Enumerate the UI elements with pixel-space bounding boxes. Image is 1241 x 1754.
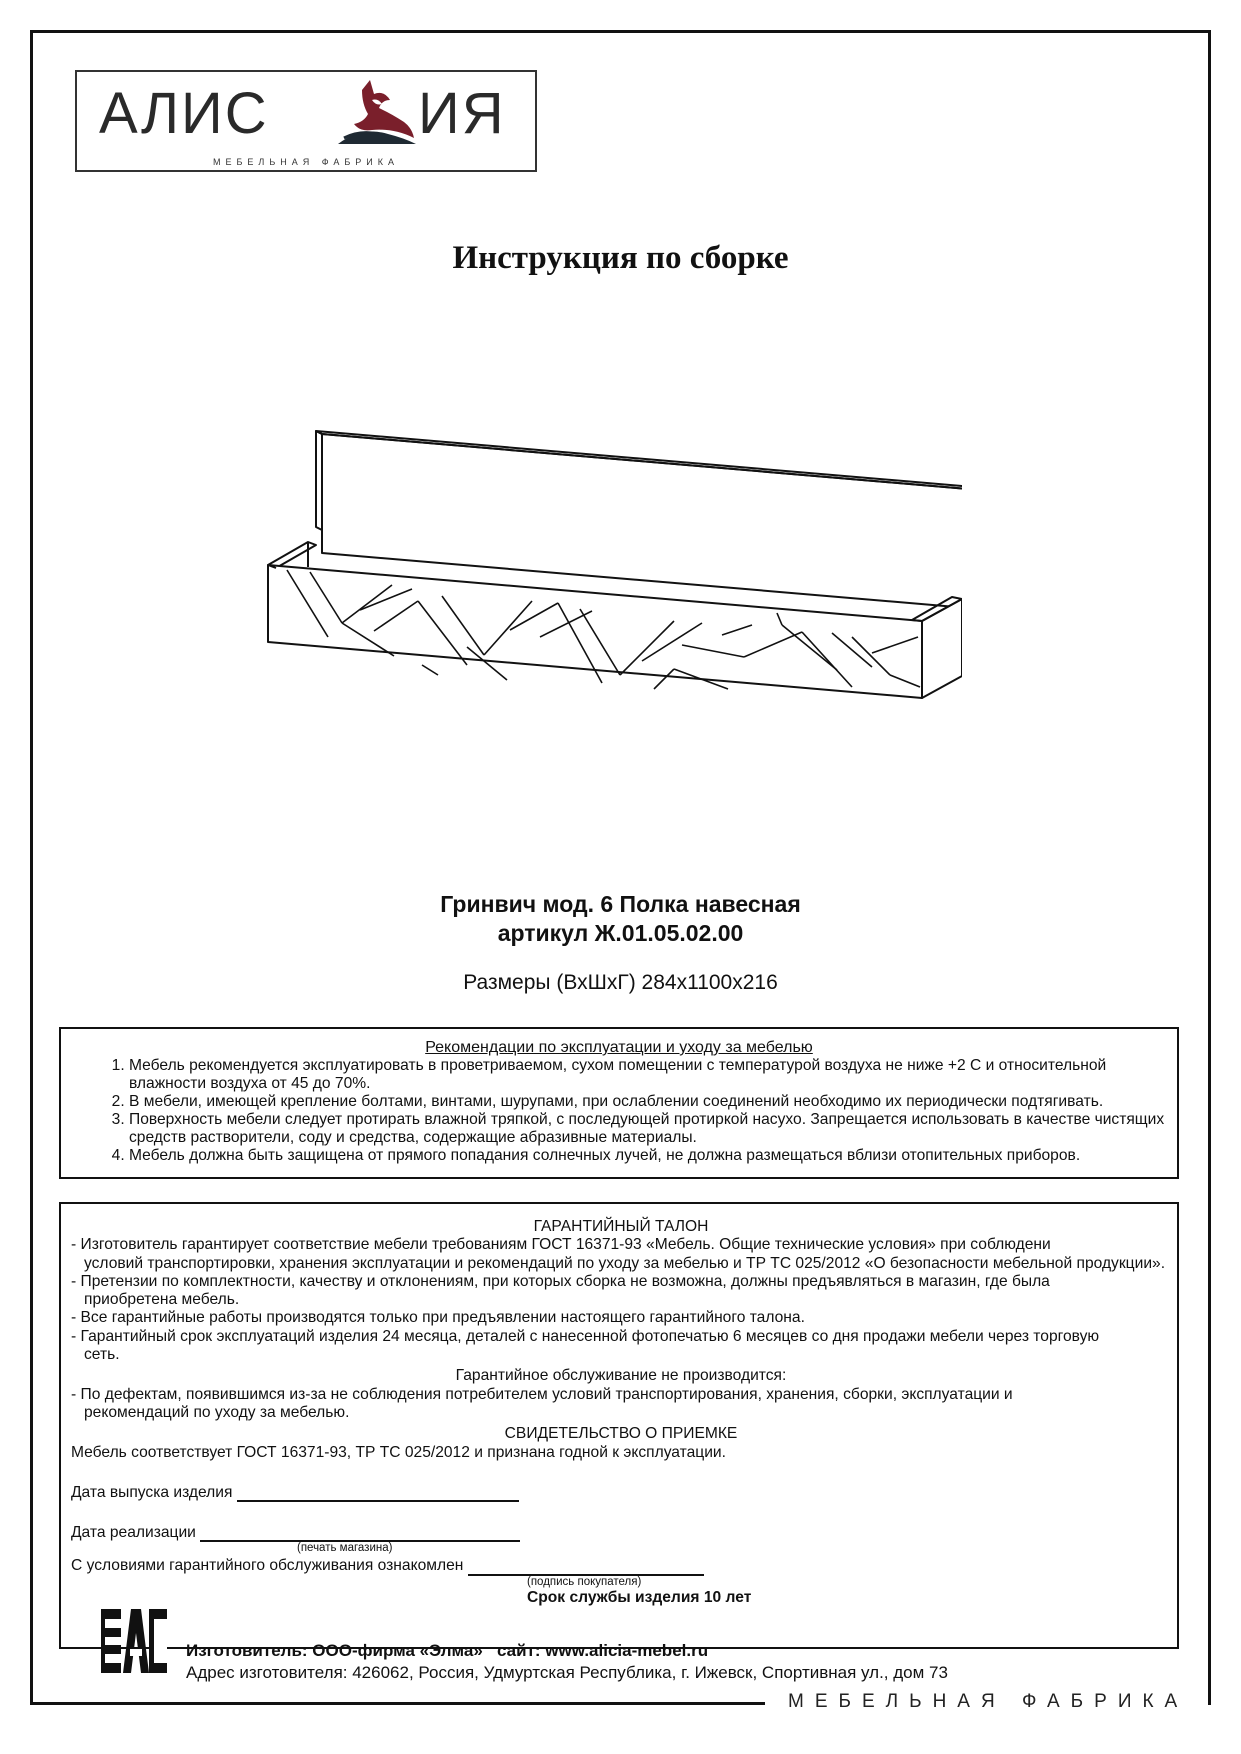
release-date-label: Дата выпуска изделия	[71, 1483, 233, 1501]
product-dimensions: Размеры (ВхШхГ) 284х1100х216	[463, 971, 778, 994]
warranty-para: - Гарантийный срок эксплуатаций изделия 24 месяца, деталей с нанесенной фотопечатью 6 месяцев со дня продажи мебели через торговую	[71, 1327, 1100, 1345]
eac-mark-icon	[101, 1609, 167, 1673]
warranty-title: ГАРАНТИЙНЫЙ ТАЛОН	[533, 1218, 709, 1235]
warranty-para: условий транспортировки, хранения эксплуатации и рекомендаций по уходу за мебелью и ТР ТС 025/2012 «О безопасности мебельной продукции».	[84, 1254, 1166, 1272]
logo-text-right: ИЯ	[418, 81, 506, 146]
recommendation-item: 4. Мебель должна быть защищена от прямого попадания солнечных лучей, не должна размещаться вблизи отопительных приборов.	[129, 1147, 1169, 1165]
manufacturer-address: Адрес изготовителя: 426062, Россия, Удмуртская Республика, г. Ижевск, Спортивная ул., дом 73	[186, 1663, 948, 1682]
release-date-field[interactable]	[237, 1486, 519, 1502]
warranty-para: - Все гарантийные работы производятся только при предъявлении настоящего гарантийного талона.	[71, 1309, 805, 1327]
manufacturer-site[interactable]: сайт: www.alicia-mebel.ru	[497, 1641, 709, 1660]
manufacturer-line	[186, 1640, 948, 1662]
recommendation-item: 3. Поверхность мебели следует протирать влажной тряпкой, с последующей протиркой насухо. Запрещается использовать в качестве чистящих средств растворители, соду и средства, содержащие абразивные материалы.	[129, 1111, 1169, 1147]
recommendations-list	[109, 1057, 1169, 1165]
warranty-para: - Претензии по комплектности, качеству и отклонениям, при которых сборка не возможна, должны предъявляться в магазин, где была	[71, 1272, 1050, 1290]
page-title: Инструкция по сборке	[452, 240, 789, 276]
sale-date-label: Дата реализации	[71, 1524, 196, 1542]
buyer-signature-field[interactable]	[468, 1560, 704, 1576]
frame-bottom-line	[30, 1702, 765, 1705]
certificate-title: СВИДЕТЕЛЬСТВО О ПРИЕМКЕ	[504, 1425, 738, 1443]
sale-date-row	[71, 1524, 1171, 1542]
warranty-para: приобретена мебель.	[84, 1291, 240, 1309]
company-logo	[75, 70, 537, 172]
manufacturer-info	[186, 1640, 948, 1684]
product-name: Гринвич мод. 6 Полка навесная	[440, 891, 801, 917]
recommendations-box	[59, 1027, 1179, 1179]
recommendation-item: 2. В мебели, имеющей крепление болтами, винтами, шурупами, при ослаблении соединений необходимо их периодически подтягивать.	[129, 1093, 1169, 1111]
product-article: артикул Ж.01.05.02.00	[497, 920, 744, 946]
warranty-para: рекомендаций по уходу за мебелью.	[84, 1403, 350, 1421]
warranty-text	[71, 1218, 1171, 1607]
manufacturer-name: Изготовитель: ООО-фирма «Элма»	[186, 1641, 483, 1660]
sale-date-field[interactable]	[200, 1526, 520, 1542]
acknowledged-row	[71, 1557, 1171, 1575]
footer-brand: МЕБЕЛЬНАЯ ФАБРИКА	[788, 1691, 1189, 1712]
logo-text-left: АЛИС	[99, 81, 269, 146]
acknowledged-label: С условиями гарантийного обслуживания ознакомлен	[71, 1557, 464, 1575]
fox-logo-icon	[332, 78, 418, 148]
warranty-box	[59, 1202, 1179, 1649]
recommendations-title: Рекомендации по эксплуатации и уходу за мебелью	[425, 1039, 813, 1056]
certificate-text: Мебель соответствует ГОСТ 16371-93, ТР ТС 025/2012 и признана годной к эксплуатации.	[71, 1443, 726, 1461]
recommendation-item: 1. Мебель рекомендуется эксплуатировать в проветриваемом, сухом помещении с температурой воздуха не ниже +2 С и относительной влажности воздуха от 45 до 70%.	[129, 1057, 1169, 1093]
shop-stamp-caption: (печать магазина)	[297, 1542, 393, 1555]
warranty-para: - По дефектам, появившимся из-за не соблюдения потребителем условий транспортирования, хранения, сборки, эксплуатации и	[71, 1385, 1013, 1403]
warranty-para: сеть.	[84, 1346, 120, 1364]
no-service-heading: Гарантийное обслуживание не производится:	[455, 1367, 787, 1385]
logo-subtitle: МЕБЕЛЬНАЯ ФАБРИКА	[205, 157, 407, 167]
service-life: Срок службы изделия 10 лет	[527, 1588, 752, 1606]
buyer-sign-caption: (подпись покупателя)	[527, 1575, 642, 1588]
release-date-row	[71, 1484, 1171, 1502]
shelf-drawing	[262, 425, 962, 705]
warranty-para: - Изготовитель гарантирует соответствие мебели требованиям ГОСТ 16371-93 «Мебель. Общие технические условия» при соблюдени	[71, 1236, 1051, 1254]
